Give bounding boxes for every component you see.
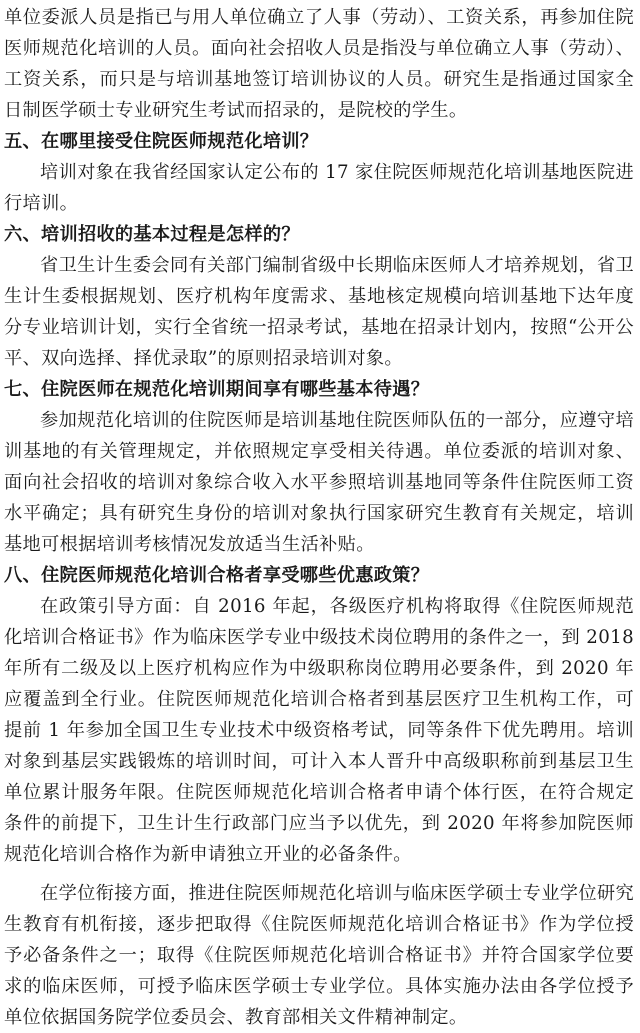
section-5-heading: 五、在哪里接受住院医师规范化培训？ [4,131,319,152]
section-7-paragraph: 参加规范化培训的住院医师是培训基地住院医师队伍的一部分，应遵守培训基地的有关管理规定，并依照规定享受相关待遇。单位委派的培训对象、面向社会招收的培训对象综合收入水平参照培训基地同等条件住院医师工资水平确定；具有研究生身份的培训对象执行国家研究生教育有关规定，培训基地可根据培训考核情况发放适当生活补贴。 [4,410,634,555]
paragraph-gap [4,870,634,878]
section-6-heading: 六、培训招收的基本过程是怎样的？ [4,224,300,245]
section-8-heading: 八、住院医师规范化培训合格者享受哪些优惠政策？ [4,565,430,586]
section-6-paragraph: 省卫生计生委会同有关部门编制省级中长期临床医师人才培养规划，省卫生计生委根据规划、医疗机构年度需求、基地核定规模向培训基地下达年度分专业培训计划，实行全省统一招录考试，基地在招录计划内，按照“公开公平、双向选择、择优录取”的原则招录培训对象。 [4,255,634,369]
intro-paragraph: 单位委派人员是指已与用人单位确立了人事（劳动）、工资关系，再参加住院医师规范化培训的人员。面向社会招收人员是指没与单位确立人事（劳动）、工资关系，而只是与培训基地签订培训协议的人员。研究生是指通过国家全日制医学硕士专业研究生考试而招录的，是院校的学生。 [4,7,634,121]
section-8-degree-paragraph: 在学位衔接方面，推进住院医师规范化培训与临床医学硕士专业学位研究生教育有机衔接，逐步把取得《住院医师规范化培训合格证书》作为学位授予必备条件之一；取得《住院医师规范化培训合格证书》并符合国家学位要求的临床医师，可授予临床医学硕士专业学位。具体实施办法由各学位授予单位依据国务院学位委员会、教育部相关文件精神制定。 [4,883,634,1028]
section-8-policy-paragraph: 在政策引导方面：自 2016 年起，各级医疗机构将取得《住院医师规范化培训合格证书》作为临床医学专业中级技术岗位聘用的条件之一，到 2018 年所有二级及以上医疗机构应作为中级职称岗位聘用必要条件，到 2020 年应覆盖到全行业。住院医师规范化培训合格者到基层医疗卫生机构工作，可提前 1 年参加全国卫生专业技术中级资格考试，同等条件下优先聘用。培训对象到基层实践锻炼的培训时间，可计入本人晋升中高级职称前到基层卫生单位累计服务年限。住院医师规范化培训合格者申请个体行医，在符合规定条件的前提下，卫生计生行政部门应当予以优先，到 2020 年将参加院医师规范化培训合格作为新申请独立开业的必备条件。 [4,596,634,865]
section-7-heading: 七、住院医师在规范化培训期间享有哪些基本待遇？ [4,379,430,400]
section-5-paragraph: 培训对象在我省经国家认定公布的 17 家住院医师规范化培训基地医院进行培训。 [4,162,634,214]
